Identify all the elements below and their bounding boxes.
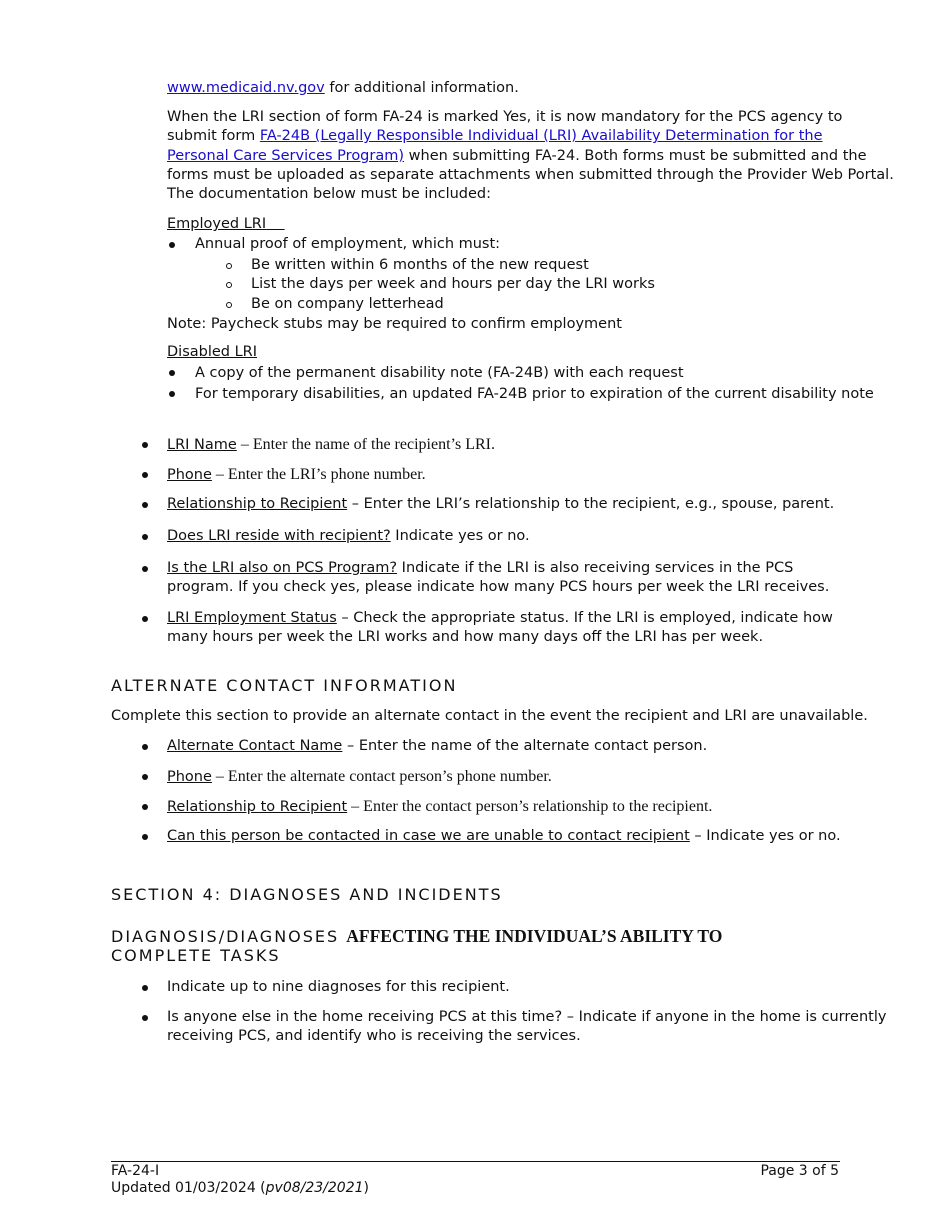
fa-24b-form-link-cont[interactable]: Personal Care Services Program): [167, 148, 405, 164]
circle-bullet-icon: [226, 302, 232, 308]
bullet-icon: [142, 534, 148, 540]
alt-phone-item: Phone – Enter the alternate contact person’s phone number.: [167, 768, 552, 785]
disabled-bullet-1: A copy of the permanent disability note (FA-24B) with each request: [195, 365, 684, 381]
section-4-heading: SECTION 4: DIAGNOSES AND INCIDENTS: [111, 885, 503, 904]
intro-para-line-4: forms must be uploaded as separate attachments when submitted through the Provider Web Portal.: [167, 167, 894, 183]
circle-bullet-icon: [226, 282, 232, 288]
lri-employment-status-item-cont: many hours per week the LRI works and how many days off the LRI has per week.: [167, 629, 764, 645]
intro-para-line-2: submit form FA-24B (Legally Responsible Individual (LRI) Availability Determination for the: [167, 128, 823, 144]
lri-reside-item: Does LRI reside with recipient? Indicate yes or no.: [167, 528, 530, 544]
employed-note: Note: Paycheck stubs may be required to confirm employment: [167, 316, 622, 332]
footer-updated: Updated 01/03/2024 (pv08/23/2021): [111, 1180, 369, 1196]
alt-contact-name-item: Alternate Contact Name – Enter the name of the alternate contact person.: [167, 738, 708, 754]
footer-page-number: Page 3 of 5: [760, 1163, 839, 1179]
bullet-icon: [142, 472, 148, 478]
intro-para-line-1: When the LRI section of form FA-24 is marked Yes, it is now mandatory for the PCS agency to: [167, 109, 843, 125]
intro-para-line-5: The documentation below must be included:: [167, 186, 492, 202]
bullet-icon: [169, 370, 175, 376]
footer-divider: [111, 1161, 840, 1162]
diagnosis-subheading-cont: COMPLETE TASKS: [111, 946, 281, 965]
bullet-icon: [142, 566, 148, 572]
circle-bullet-icon: [226, 263, 232, 269]
employed-bullet: Annual proof of employment, which must:: [195, 236, 501, 252]
bullet-icon: [142, 744, 148, 750]
disabled-bullet-2: For temporary disabilities, an updated FA-24B prior to expiration of the current disability note: [195, 386, 874, 402]
diagnosis-bullet-1: Indicate up to nine diagnoses for this recipient.: [167, 979, 510, 995]
bullet-icon: [142, 834, 148, 840]
employed-sub-2: List the days per week and hours per day the LRI works: [251, 276, 655, 292]
diagnosis-bullet-2: Is anyone else in the home receiving PCS at this time? – Indicate if anyone in the home is currently: [167, 1009, 887, 1025]
alt-relationship-item: Relationship to Recipient – Enter the contact person’s relationship to the recipient.: [167, 798, 713, 815]
bullet-icon: [142, 774, 148, 780]
employed-lri-heading: Employed LRI: [167, 216, 267, 232]
employed-sub-3: Be on company letterhead: [251, 296, 444, 312]
bullet-icon: [169, 391, 175, 397]
lri-employment-status-item: LRI Employment Status – Check the appropriate status. If the LRI is employed, indicate how: [167, 610, 833, 626]
disabled-lri-heading: Disabled LRI: [167, 344, 258, 360]
diagnosis-bullet-2-cont: receiving PCS, and identify who is receiving the services.: [167, 1028, 581, 1044]
alt-contact-permission-item: Can this person be contacted in case we are unable to contact recipient – Indicate yes or no.: [167, 828, 841, 844]
bullet-icon: [142, 1015, 148, 1021]
bullet-icon: [142, 616, 148, 622]
lri-pcs-program-item: Is the LRI also on PCS Program? Indicate if the LRI is also receiving services in the PCS: [167, 560, 794, 576]
alternate-contact-heading: ALTERNATE CONTACT INFORMATION: [111, 676, 458, 695]
bullet-icon: [142, 502, 148, 508]
lri-phone-item: Phone – Enter the LRI’s phone number.: [167, 466, 426, 483]
medicaid-website-link[interactable]: www.medicaid.nv.gov: [167, 80, 325, 96]
footer-form-id: FA-24-I: [111, 1163, 160, 1179]
lri-pcs-program-item-cont: program. If you check yes, please indicate how many PCS hours per week the LRI receives.: [167, 579, 830, 595]
lri-name-item: LRI Name – Enter the name of the recipient’s LRI.: [167, 436, 495, 453]
bullet-icon: [142, 804, 148, 810]
bullet-icon: [142, 985, 148, 991]
fa-24b-form-link[interactable]: FA-24B (Legally Responsible Individual (LRI) Availability Determination for the: [259, 128, 823, 144]
bullet-icon: [169, 242, 175, 248]
employed-sub-1: Be written within 6 months of the new request: [251, 257, 589, 273]
lri-relationship-item: Relationship to Recipient – Enter the LRI’s relationship to the recipient, e.g., spouse, parent.: [167, 496, 835, 512]
diagnosis-subheading: DIAGNOSIS/DIAGNOSES AFFECTING THE INDIVIDUAL’S ABILITY TO: [111, 926, 723, 946]
bullet-icon: [142, 442, 148, 448]
intro-line-1: www.medicaid.nv.gov for additional information.: [167, 80, 519, 96]
alternate-contact-intro: Complete this section to provide an alternate contact in the event the recipient and LRI are unavailable.: [111, 708, 868, 724]
intro-para-line-3: Personal Care Services Program) when submitting FA-24. Both forms must be submitted and the: [167, 148, 867, 164]
